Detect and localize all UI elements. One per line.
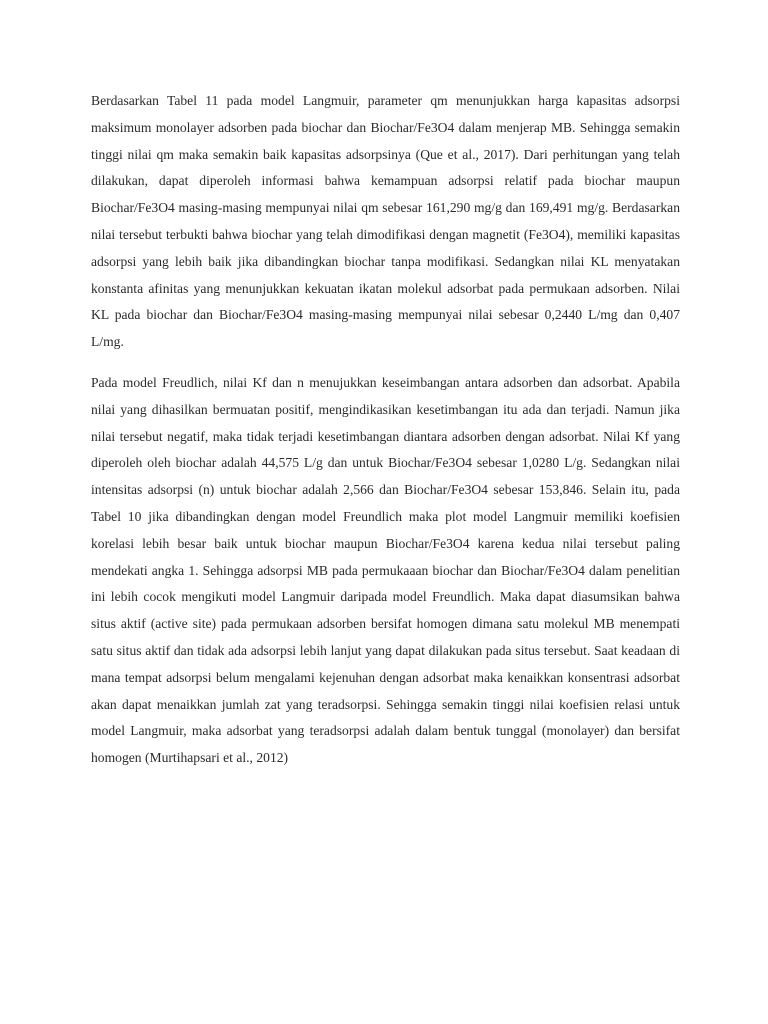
paragraph-freundlich: Pada model Freudlich, nilai Kf dan n menujukkan keseimbangan antara adsorben dan adsorbat. Apabila nilai yang dihasilkan bermuatan positif, mengindikasikan kesetimbangan itu ada dan terjadi. Namun jika nilai tersebut negatif, maka tidak terjadi kesetimbangan diantara adsorben dengan adsorbat. Nilai Kf yang diperoleh oleh biochar adalah 44,575 L/g dan untuk Biochar/Fe3O4 sebesar 1,0280 L/g. Sedangkan nilai intensitas adsorpsi (n) untuk biochar adalah 2,566 dan Biochar/Fe3O4 sebesar 153,846. Selain itu, pada Tabel 10 jika dibandingkan dengan model Freundlich maka plot model Langmuir memiliki koefisien korelasi lebih besar baik untuk biochar maupun Biochar/Fe3O4 karena kedua nilai tersebut paling mendekati angka 1. Sehingga adsorpsi MB pada permukaaan biochar dan Biochar/Fe3O4 dalam penelitian ini lebih cocok mengikuti model Langmuir daripada model Freundlich. Maka dapat diasumsikan bahwa situs aktif (active site) pada permukaan adsorben bersifat homogen dimana satu molekul MB menempati satu situs aktif dan tidak ada adsorpsi lebih lanjut yang dapat dilakukan pada situs tersebut. Saat keadaan di mana tempat adsorpsi belum mengalami kejenuhan dengan adsorbat maka kenaikkan konsentrasi adsorbat akan dapat menaikkan jumlah zat yang teradsorpsi. Sehingga semakin tinggi nilai koefisien relasi untuk model Langmuir, maka adsorbat yang teradsorpsi adalah dalam bentuk tunggal (monolayer) dan bersifat homogen (Murtihapsari et al., 2012) xyxy=(91,374,680,766)
document-page xyxy=(91,88,680,772)
paragraph-langmuir: Berdasarkan Tabel 11 pada model Langmuir, parameter qm menunjukkan harga kapasitas adsorpsi maksimum monolayer adsorben pada biochar dan Biochar/Fe3O4 dalam menjerap MB. Sehingga semakin tinggi nilai qm maka semakin baik kapasitas adsorpsinya (Que et al., 2017). Dari perhitungan yang telah dilakukan, dapat diperoleh informasi bahwa kemampuan adsorpsi relatif pada biochar maupun Biochar/Fe3O4 masing-masing mempunyai nilai qm sebesar 161,290 mg/g dan 169,491 mg/g. Berdasarkan nilai tersebut terbukti bahwa biochar yang telah dimodifikasi dengan magnetit (Fe3O4), memiliki kapasitas adsorpsi yang lebih baik jika dibandingkan biochar tanpa modifikasi. Sedangkan nilai KL menyatakan konstanta afinitas yang menunjukkan kekuatan ikatan molekul adsorbat pada permukaan adsorben. Nilai KL pada biochar dan Biochar/Fe3O4 masing-masing mempunyai nilai sebesar 0,2440 L/mg dan 0,407 L/mg. xyxy=(91,93,680,350)
